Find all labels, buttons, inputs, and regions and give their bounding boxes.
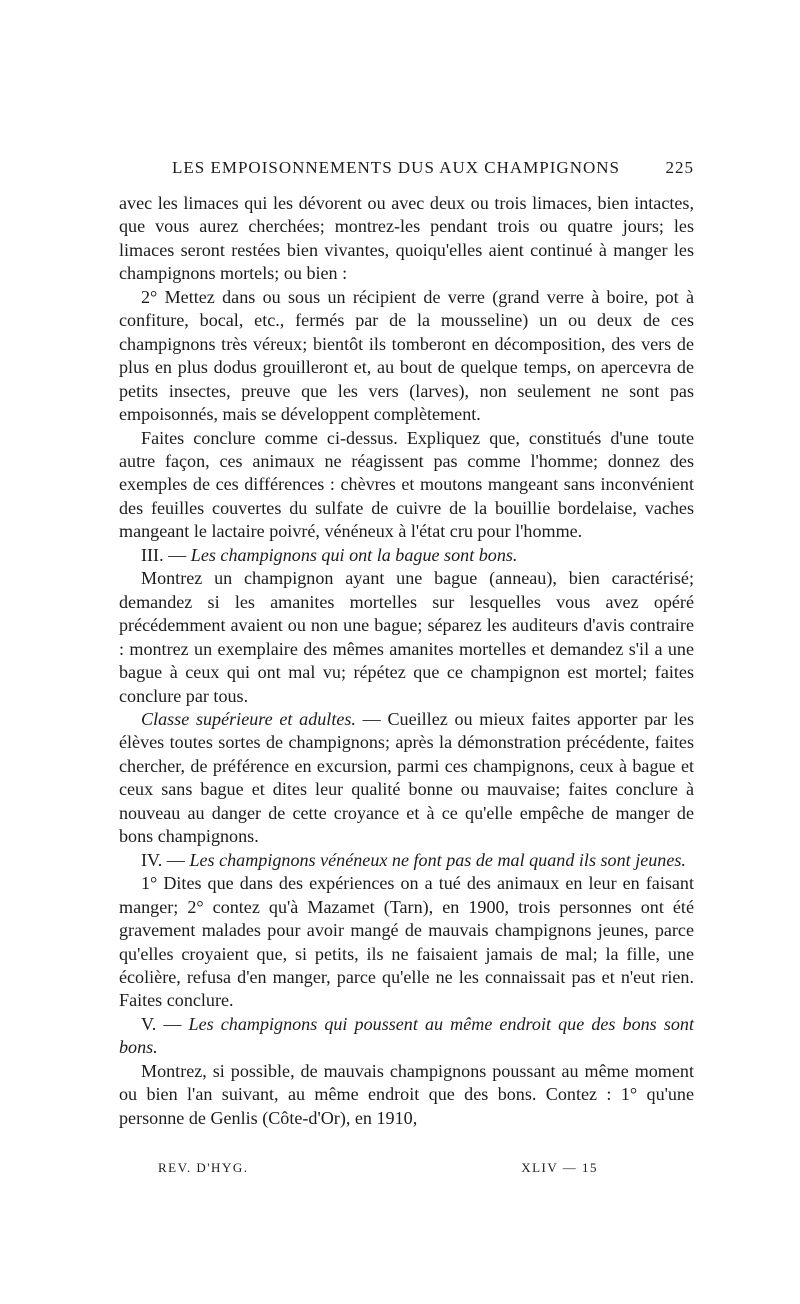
footer-journal: REV. D'HYG. (158, 1160, 249, 1175)
paragraph (119, 286, 694, 427)
running-header (172, 158, 694, 184)
paragraph-text: IV. — (141, 849, 190, 870)
paragraph-text: V. — (141, 1013, 189, 1034)
paragraph-text: 1° Dites que dans des expériences on a tué des animaux en leur en faisant manger; 2° contez qu'à Mazamet (Tarn), en 1900, trois personnes ont été gravement malades pour avoir mangé de mauvais champignons jeunes, parce qu'elles croyaient que, si petits, ils ne faisaient jamais de mal; la fille, une écolière, refusa d'en manger, parce qu'elle ne les connaissait pas et n'eut rien. Faites conclure. (119, 873, 694, 1011)
paragraph-text: 2° Mettez dans ou sous un récipient de verre (grand verre à boire, pot à confiture, bocal, etc., fermés par de la mousseline) un ou deux de ces champignons très véreux; bientôt ils tomberont en décomposition, des vers de plus en plus dodus grouilleront et, au bout de quelque temps, on apercevra de petits insectes, preuve que les vers (larves), non seulement ne sont pas empoisonnés, mais se développent complètement. (119, 286, 694, 425)
paragraph-text: Montrez, si possible, de mauvais champignons poussant au même moment ou bien l'an suivant, au même endroit que des bons. Contez : 1° qu'une personne de Genlis (Côte-d'Or), en 1910, (119, 1060, 694, 1128)
header-title: LES EMPOISONNEMENTS DUS AUX CHAMPIGNONS (172, 158, 620, 177)
page-number: 225 (665, 158, 694, 177)
italic-text: Les champignons vénéneux ne font pas de mal quand ils sont jeunes. (189, 849, 686, 870)
paragraph (119, 1060, 694, 1130)
paragraph (119, 544, 694, 567)
paragraph-text: avec les limaces qui les dévorent ou avec deux ou trois limaces, bien intactes, que vous aurez cherchées; montrez-les pendant trois ou quatre jours; les limaces seront restées bien vivantes, quoiqu'elles aient continué à manger les champignons mortels; ou bien : (119, 193, 694, 284)
paragraph-text: Faites conclure comme ci-dessus. Expliquez que, constitués d'une toute autre façon, ces animaux ne réagissent pas comme l'homme; donnez des exemples de ces différences : chèvres et moutons mangeant sans inconvénient des feuilles couvertes du sulfate de cuivre de la bouillie bordelaise, vaches mangeant le lactaire poivré, vénéneux à l'état cru pour l'homme. (119, 427, 694, 542)
italic-text: Les champignons qui ont la bague sont bons. (190, 544, 518, 565)
paragraph (119, 849, 694, 872)
paragraph (119, 427, 694, 544)
body-text (119, 192, 694, 1130)
paragraph (119, 1013, 694, 1060)
paragraph (119, 192, 694, 286)
paragraph (119, 708, 694, 849)
paragraph (119, 567, 694, 708)
italic-text: Les champignons qui poussent au même endroit que des bons sont bons. (119, 1013, 694, 1058)
paragraph-text: Montrez un champignon ayant une bague (anneau), bien caractérisé; demandez si les amanites mortelles sur lesquelles vous avez opéré précédemment avaient ou non une bague; séparez les auditeurs d'avis contraire : montrez un exemplaire des mêmes amanites mortelles et demandez s'il a une bague à ceux qui ont mal vu; répétez que ce champignon est mortel; faites conclure par tous. (119, 568, 694, 706)
page-footer (158, 1160, 598, 1176)
italic-text: Classe supérieure et adultes. (141, 708, 356, 729)
paragraph-text: — Cueillez ou mieux faites apporter par les élèves toutes sortes de champignons; après la démonstration précédente, faites chercher, de préférence en excursion, parmi ces champignons, ceux à bague et ceux sans bague et dites leur qualité bonne ou mauvaise; faites conclure à nouveau au danger de cette croyance et à ce qu'elle empêche de manger de bons champignons. (119, 708, 694, 847)
footer-volume: XLIV — 15 (521, 1160, 598, 1175)
paragraph (119, 872, 694, 1013)
paragraph-text: III. — (141, 544, 191, 565)
